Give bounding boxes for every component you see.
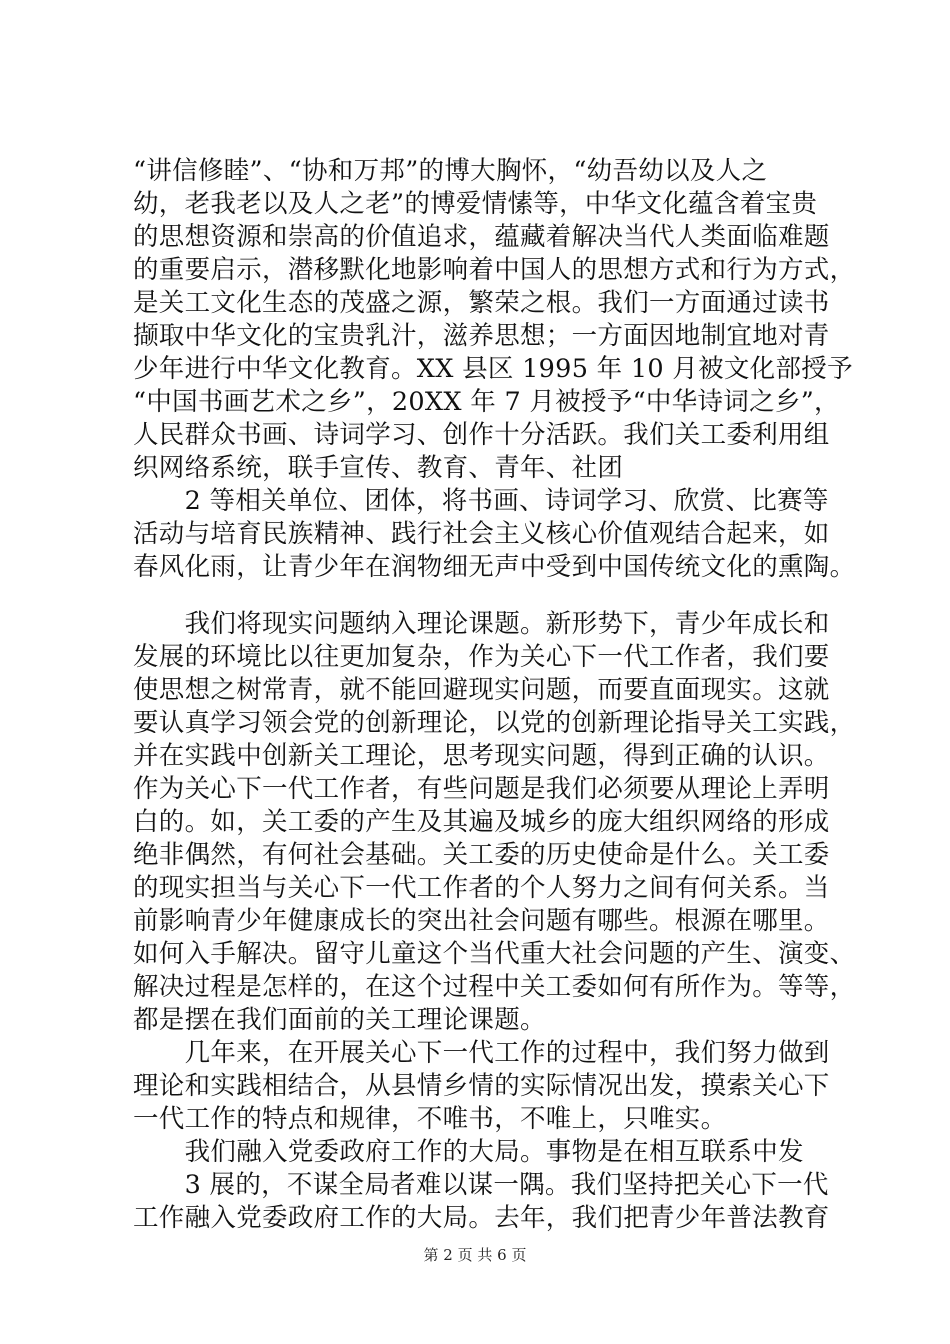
text-line: 撷取中华文化的宝贵乳汁，滋养思想；一方面因地制宜地对青	[133, 321, 830, 351]
text-line: 并在实践中创新关工理论，思考现实问题，得到正确的认识。	[133, 741, 830, 771]
text-line: 要认真学习领会党的创新理论，以党的创新理论指导关工实践，	[133, 708, 856, 738]
text-line: 工作融入党委政府工作的大局。去年，我们把青少年普法教育	[133, 1203, 830, 1233]
text-line: 如何入手解决。留守儿童这个当代重大社会问题的产生、演变、	[133, 939, 856, 969]
text-line: 人民群众书画、诗词学习、创作十分活跃。我们关工委利用组	[133, 420, 830, 450]
text-line: 解决过程是怎样的，在这个过程中关工委如何有所作为。等等，	[133, 972, 856, 1002]
text-line: 绝非偶然，有何社会基础。关工委的历史使命是什么。关工委	[133, 840, 830, 870]
text-line: “讲信修睦”、“协和万邦”的博大胸怀，“幼吾幼以及人之	[133, 156, 768, 186]
text-line: 我们将现实问题纳入理论课题。新形势下，青少年成长和	[133, 609, 830, 639]
text-line: 织网络系统，联手宣传、教育、青年、社团	[133, 453, 624, 483]
text-line: 使思想之树常青，就不能回避现实问题，而要直面现实。这就	[133, 675, 830, 705]
text-line: 前影响青少年健康成长的突出社会问题有哪些。根源在哪里。	[133, 906, 830, 936]
text-line: 是关工文化生态的茂盛之源，繁荣之根。我们一方面通过读书	[133, 288, 830, 318]
text-line: 作为关心下一代工作者，有些问题是我们必须要从理论上弄明	[133, 774, 830, 804]
text-line: 白的。如，关工委的产生及其遍及城乡的庞大组织网络的形成	[133, 807, 830, 837]
text-line: 2 等相关单位、团体，将书画、诗词学习、欣赏、比赛等	[133, 486, 829, 516]
text-line: 少年进行中华文化教育。XX 县区 1995 年 10 月被文化部授予	[133, 354, 853, 384]
text-line: 的现实担当与关心下一代工作者的个人努力之间有何关系。当	[133, 873, 830, 903]
text-line: 的重要启示，潜移默化地影响着中国人的思想方式和行为方式，	[133, 255, 856, 285]
text-line: 都是摆在我们面前的关工理论课题。	[133, 1005, 546, 1035]
page-footer: 第 2 页 共 6 页	[423, 1246, 527, 1264]
text-line: 发展的环境比以往更加复杂，作为关心下一代工作者，我们要	[133, 642, 830, 672]
text-line: 活动与培育民族精神、践行社会主义核心价值观结合起来，如	[133, 519, 830, 549]
text-line: 我们融入党委政府工作的大局。事物是在相互联系中发	[133, 1137, 804, 1167]
text-line: 理论和实践相结合，从县情乡情的实际情况出发，摸索关心下	[133, 1071, 830, 1101]
text-line: “中国书画艺术之乡”，20XX 年 7 月被授予“中华诗词之乡”，	[133, 387, 840, 417]
text-line: 3 展的，不谋全局者难以谋一隅。我们坚持把关心下一代	[133, 1170, 829, 1200]
text-line: 的思想资源和崇高的价值追求，蕴藏着解决当代人类面临难题	[133, 222, 830, 252]
text-line: 一代工作的特点和规律，不唯书，不唯上，只唯实。	[133, 1104, 727, 1134]
text-line: 几年来，在开展关心下一代工作的过程中，我们努力做到	[133, 1038, 830, 1068]
text-line: 幼，老我老以及人之老”的博爱情愫等，中华文化蕴含着宝贵	[133, 189, 818, 219]
text-line: 春风化雨，让青少年在润物细无声中受到中国传统文化的熏陶。	[133, 552, 856, 582]
